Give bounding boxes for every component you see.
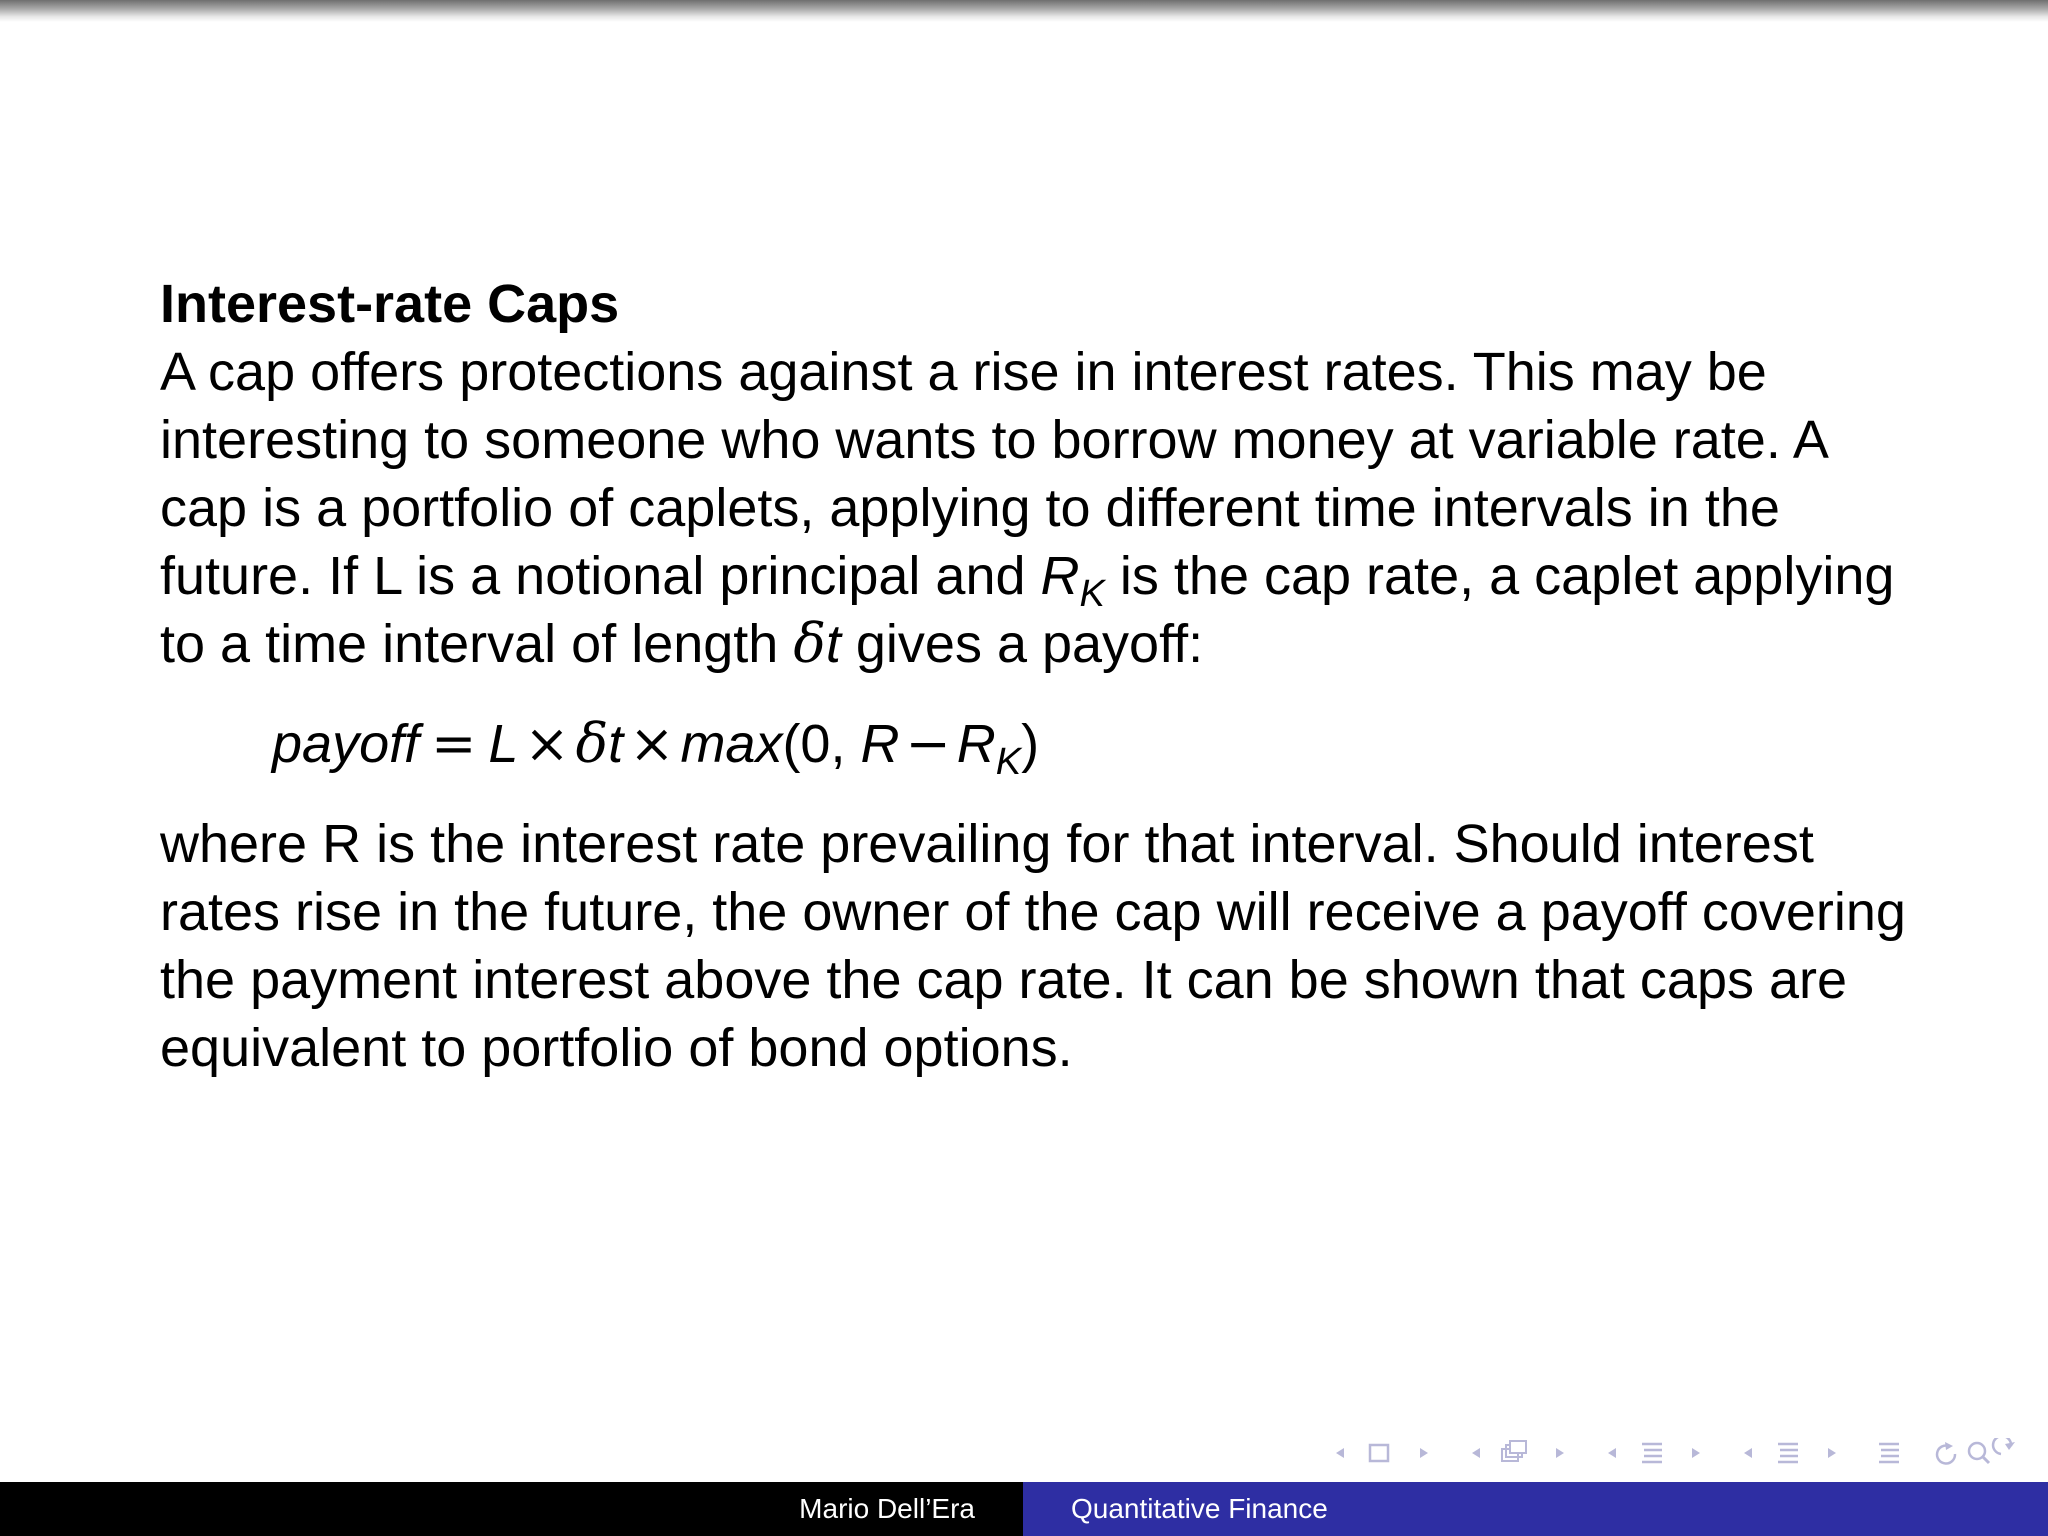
eq-close: )	[1021, 714, 1040, 774]
intro-text-1: A cap offers protections against a rise in interest rates. This may be interesting to someone who wants to borrow money at variable rate. A cap is a portfolio of caplets, applying to different time intervals in the future. If L is a notional principal and	[160, 342, 1826, 606]
delta-symbol: δ	[793, 612, 826, 675]
beamer-navigation	[1330, 1438, 2030, 1472]
slide-content	[160, 270, 1920, 1082]
eq-open: (0,	[782, 714, 861, 774]
cap-rate-subscript: K	[1079, 573, 1105, 615]
cap-rate-symbol	[1040, 546, 1105, 615]
block-title: Interest-rate Caps	[160, 274, 620, 334]
footer-author: Mario Dell’Era	[0, 1482, 1023, 1536]
cap-rate-R: R	[1040, 546, 1080, 606]
eq-minus: −	[905, 712, 951, 775]
eq-times-1: ×	[524, 712, 570, 775]
eq-times-2: ×	[629, 712, 675, 775]
eq-delta: δ	[575, 712, 609, 775]
eq-RK	[956, 714, 1022, 783]
payoff-equation	[272, 710, 1920, 783]
nav-doc-icon[interactable]	[1738, 1438, 1848, 1478]
intro-text-2: is the cap rate, a caplet applying to a time interval of length	[160, 546, 1895, 674]
nav-section-icon[interactable]	[1602, 1438, 1712, 1478]
paragraph-conclusion: where R is the interest rate prevailing for that interval. Should interest rates rise in the future, the owner of the cap will receive a payoff covering the payment interest above the cap rate. It can be shown that caps are equivalent to portfolio of bond options.	[160, 814, 1906, 1078]
nav-frame-icon[interactable]	[1330, 1438, 1440, 1478]
eq-RK-subscript: K	[995, 741, 1022, 783]
top-shadow	[0, 0, 2048, 22]
intro-text-3: gives a payoff:	[840, 614, 1204, 674]
footer-bar	[0, 1482, 2048, 1536]
t-symbol: t	[825, 614, 841, 674]
eq-equals: =	[431, 712, 477, 775]
nav-search-icon[interactable]	[1931, 1438, 2021, 1478]
eq-R: R	[860, 714, 900, 774]
nav-toc-icon[interactable]	[1875, 1438, 1905, 1478]
footer-title: Quantitative Finance	[1023, 1482, 2048, 1536]
paragraph-intro	[160, 338, 1920, 678]
eq-L: L	[488, 714, 519, 774]
eq-t: t	[608, 714, 624, 774]
eq-max: max	[680, 714, 783, 774]
eq-RK-R: R	[956, 714, 996, 774]
nav-subsection-icon[interactable]	[1466, 1438, 1576, 1478]
eq-lhs: payoff	[272, 714, 420, 774]
